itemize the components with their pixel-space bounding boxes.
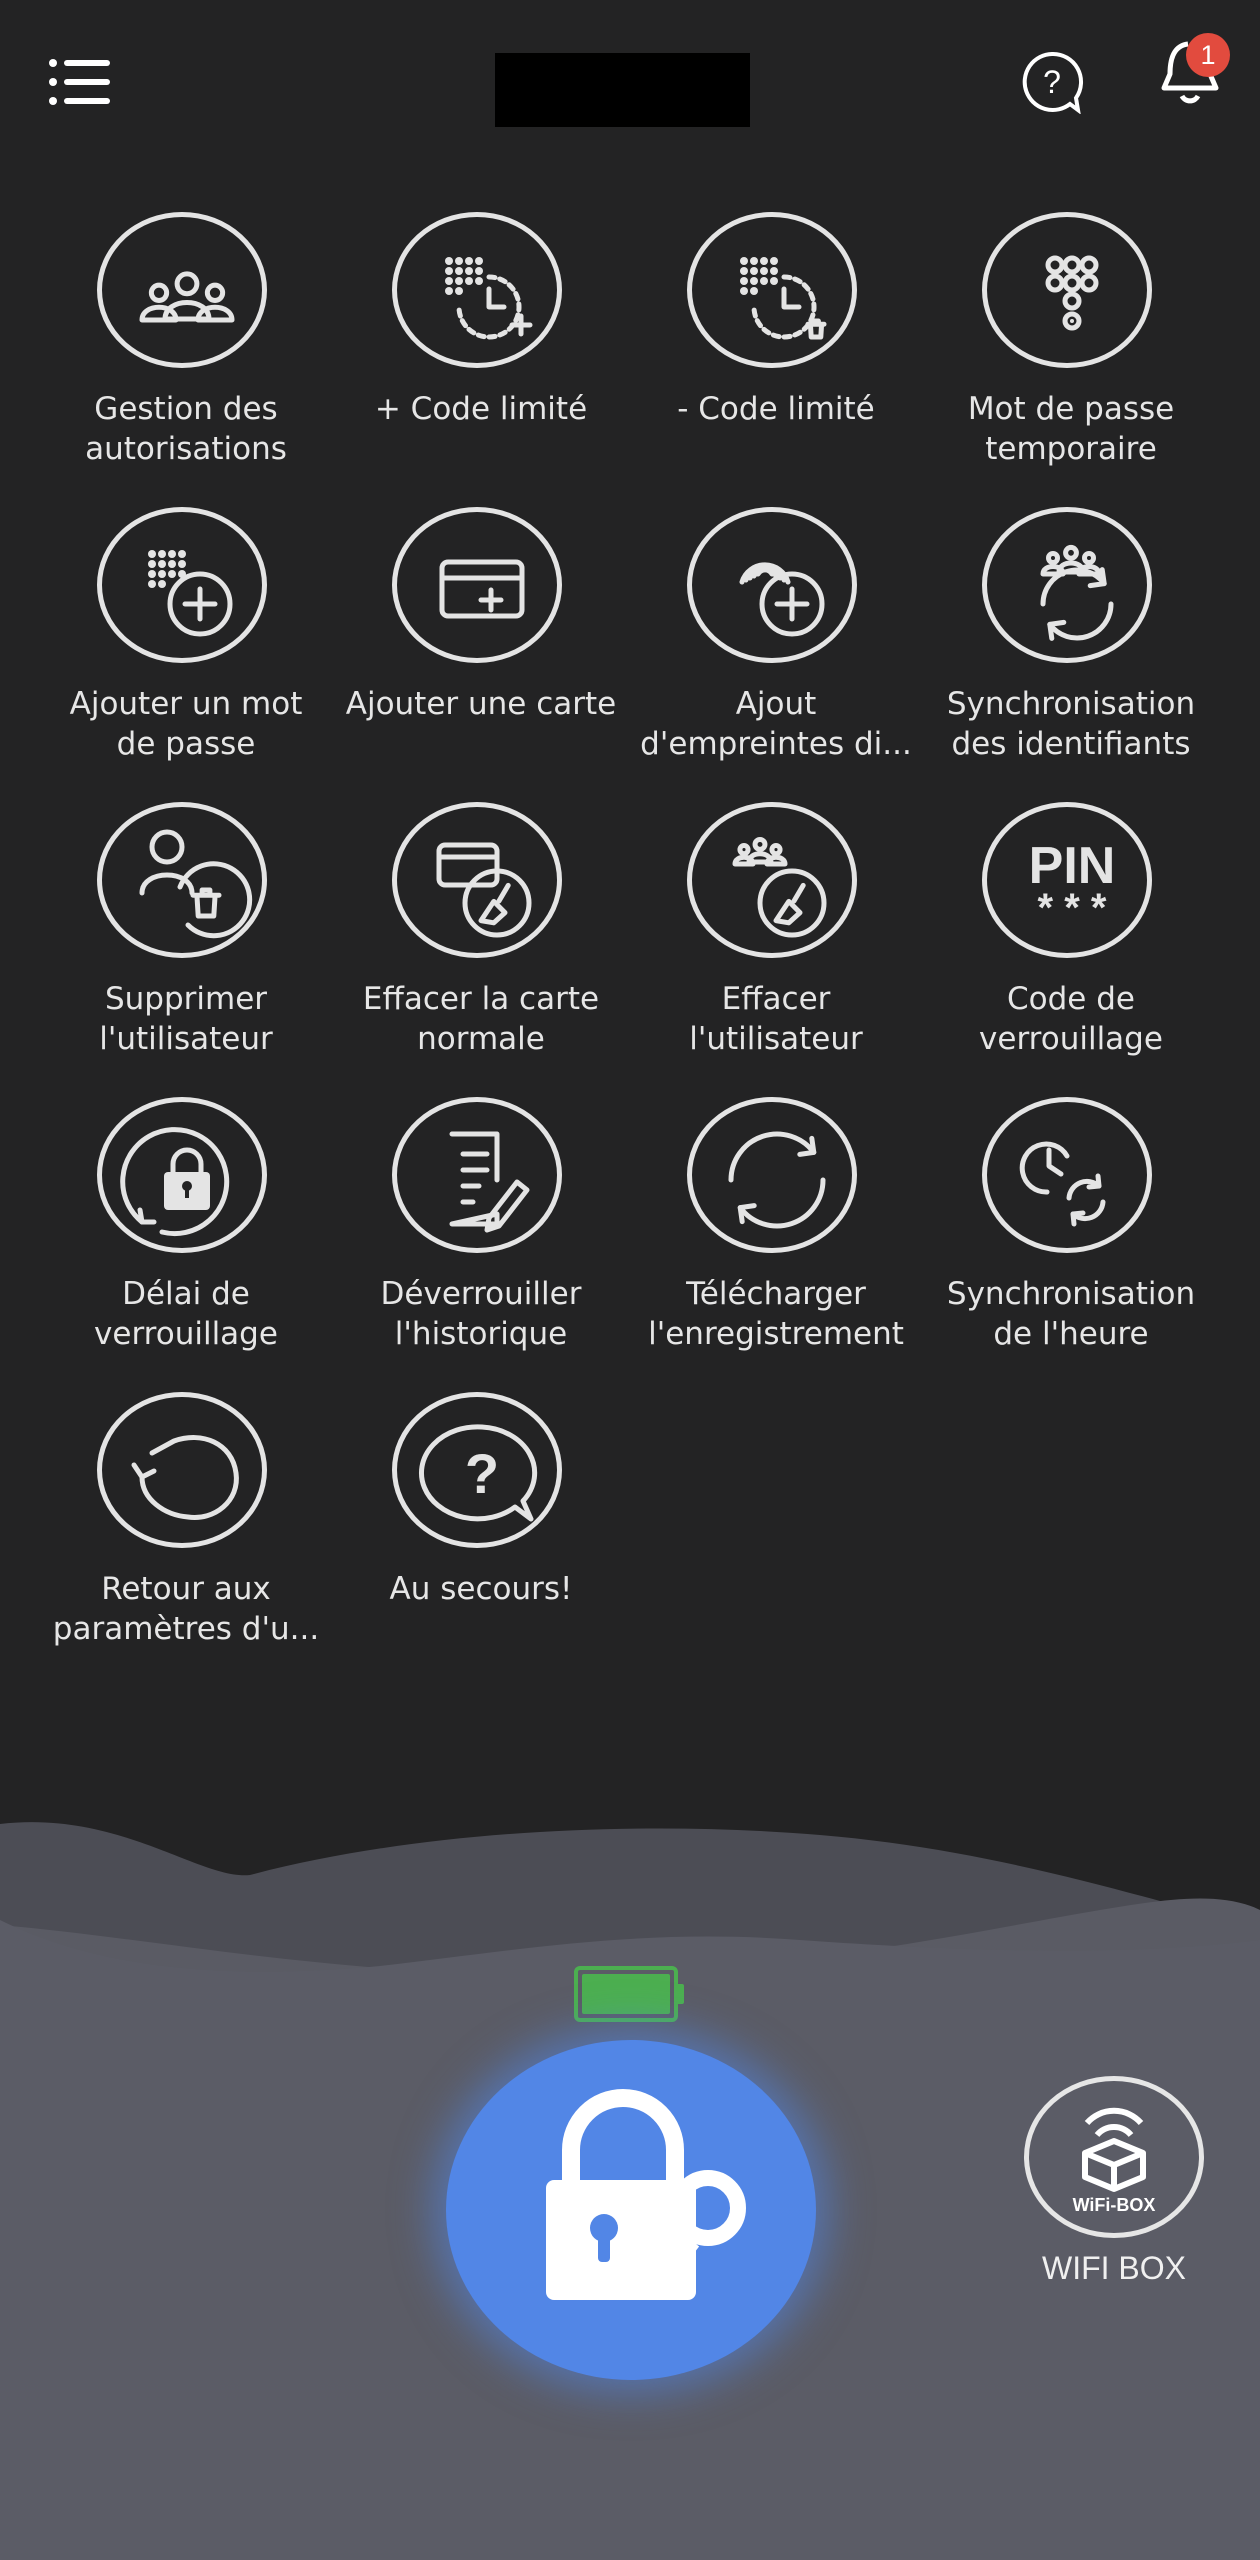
action-label: Synchronisation de l'heure [946, 1276, 1196, 1352]
help-chat-icon [1020, 50, 1084, 114]
action-button[interactable] [97, 1392, 267, 1548]
action-button[interactable] [687, 802, 857, 958]
user-trash-icon [102, 807, 272, 963]
document-pen-icon [397, 1102, 567, 1258]
action-button[interactable] [392, 212, 562, 368]
battery-icon [574, 1966, 686, 2022]
help-button[interactable] [1020, 50, 1084, 114]
wifi-box-button[interactable] [1024, 2076, 1204, 2238]
action-button[interactable] [97, 1097, 267, 1253]
card-plus-icon [397, 512, 567, 668]
action-label: Retour aux paramètres d'u... [52, 1571, 320, 1647]
notification-badge: 1 [1186, 33, 1230, 77]
lock-timer-icon [102, 1102, 272, 1258]
action-button[interactable] [982, 507, 1152, 663]
action-label: Télécharger l'enregistrement [648, 1276, 904, 1352]
action-button[interactable] [392, 802, 562, 958]
keypad-icon [987, 217, 1157, 373]
unlock-button[interactable] [446, 2040, 816, 2380]
keypad-clock-plus-icon [397, 217, 567, 373]
action-label: Mot de passe temporaire [967, 391, 1175, 467]
card-broom-icon [397, 807, 567, 963]
svg-text:?: ? [1043, 64, 1061, 100]
wifi-box-label: WIFI BOX [1042, 2250, 1186, 2286]
action-label: + Code limité [374, 391, 588, 427]
action-button[interactable] [97, 212, 267, 368]
action-button[interactable] [392, 507, 562, 663]
action-label: Effacer la carte normale [362, 981, 600, 1057]
pin-text: PIN [1028, 837, 1116, 895]
lock-key-icon [446, 2040, 816, 2380]
users-icon [102, 217, 272, 373]
action-button[interactable] [97, 507, 267, 663]
action-label: Délai de verrouillage [94, 1276, 278, 1352]
action-label: Code de verrouillage [979, 981, 1163, 1057]
clock-sync-icon [987, 1102, 1157, 1258]
action-label: Ajout d'empreintes di... [640, 686, 912, 762]
action-button[interactable] [687, 1097, 857, 1253]
keypad-plus-icon [102, 512, 272, 668]
reset-icon [102, 1397, 272, 1553]
users-sync-icon [987, 512, 1157, 668]
action-label: Synchronisation des identifiants [946, 686, 1196, 762]
fingerprint-plus-icon [692, 512, 862, 668]
action-button[interactable] [687, 507, 857, 663]
action-label: Supprimer l'utilisateur [99, 981, 273, 1057]
wifi-box-icon-text: WiFi-BOX [1072, 2195, 1156, 2215]
redacted-title [495, 53, 750, 127]
svg-text:?: ? [464, 1442, 500, 1505]
action-button[interactable] [982, 1097, 1152, 1253]
action-button[interactable] [982, 212, 1152, 368]
keypad-clock-trash-icon [692, 217, 862, 373]
action-label: Effacer l'utilisateur [689, 981, 863, 1057]
action-label: Gestion des autorisations [85, 391, 287, 467]
list-icon [48, 58, 112, 106]
action-button[interactable] [982, 802, 1152, 958]
action-button[interactable] [97, 802, 267, 958]
action-label: - Code limité [677, 391, 875, 427]
action-button[interactable] [687, 212, 857, 368]
wifi-box-icon [1029, 2081, 1199, 2233]
action-label: Déverrouiller l'historique [380, 1276, 582, 1352]
action-label: Au secours! [389, 1571, 573, 1607]
users-broom-icon [692, 807, 862, 963]
action-button[interactable] [392, 1097, 562, 1253]
action-label: Ajouter un mot de passe [69, 686, 303, 762]
menu-button[interactable] [48, 58, 112, 106]
help-icon [397, 1397, 567, 1553]
pin-stars: * * * [1037, 886, 1107, 930]
action-label: Ajouter une carte [345, 686, 617, 722]
sync-icon [692, 1102, 862, 1258]
pin-icon [987, 807, 1157, 963]
battery-indicator [574, 1966, 686, 2022]
action-button[interactable] [392, 1392, 562, 1548]
